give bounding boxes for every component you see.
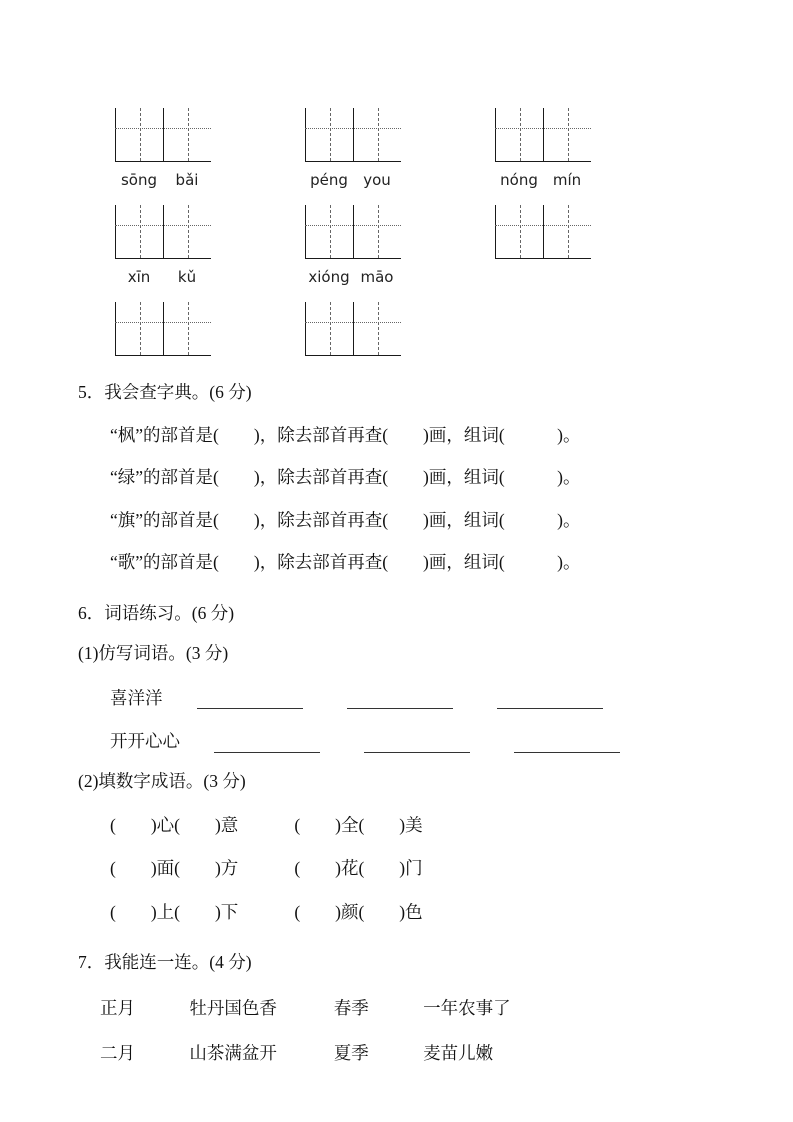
pinyin-syllable: mín	[552, 171, 582, 189]
match-description: 麦苗儿嫩	[423, 1043, 494, 1063]
writing-grid-unit	[495, 205, 591, 286]
pinyin-syllable: you	[363, 171, 391, 189]
writing-grid-unit	[305, 108, 401, 189]
pinyin-syllable: māo	[360, 268, 394, 286]
pinyin-writing-section	[0, 108, 793, 356]
writing-grid-unit	[115, 108, 211, 189]
pinyin-label	[495, 171, 591, 189]
grid-cell	[543, 108, 591, 161]
character-grid	[115, 302, 211, 356]
match-description: 一年农事了	[423, 997, 511, 1018]
grid-cell	[115, 108, 163, 161]
section-7-matching	[0, 950, 793, 1066]
idiom-left: ( )上( )下	[110, 901, 239, 922]
grid-row-2	[0, 205, 793, 286]
grid-guide-line	[115, 322, 211, 323]
grid-cell	[495, 205, 543, 258]
grid-guide-line	[305, 322, 401, 323]
answer-blank	[364, 731, 470, 753]
match-row	[100, 1041, 793, 1066]
match-row	[100, 996, 793, 1021]
section-6-word-practice	[0, 601, 793, 925]
grid-guide-line	[495, 225, 591, 226]
number-idiom-line	[110, 813, 793, 838]
grid-guide-line	[495, 128, 591, 129]
pinyin-syllable: péng	[310, 171, 348, 189]
idiom-left: ( )心( )意	[110, 814, 239, 835]
section-5-dictionary	[0, 380, 793, 575]
dictionary-line-ge: “歌”的部首是( )，除去部首再查( )画，组词( )。	[110, 552, 581, 572]
grid-cell	[353, 302, 401, 355]
section-6-part1-title: (1)仿写词语。(3 分)	[78, 643, 229, 663]
grid-cell	[353, 108, 401, 161]
dictionary-line-qi: “旗”的部首是( )，除去部首再查( )画，组词( )。	[110, 509, 581, 530]
section-5-title: 5．我会查字典。(6 分)	[78, 382, 252, 402]
character-grid	[305, 205, 401, 259]
grid-cell	[305, 205, 353, 258]
grid-cell	[495, 108, 543, 161]
grid-cell	[353, 205, 401, 258]
number-idiom-line	[110, 900, 793, 925]
idiom-right: ( )花( )门	[294, 858, 423, 878]
grid-guide-line	[115, 128, 211, 129]
character-grid	[115, 205, 211, 259]
grid-cell	[163, 205, 211, 258]
writing-grid-unit	[495, 108, 591, 189]
character-grid	[495, 205, 591, 259]
dictionary-line-lv: “绿”的部首是( )，除去部首再查( )画，组词( )。	[110, 467, 581, 487]
match-season: 夏季	[333, 1043, 369, 1063]
answer-blank	[197, 687, 303, 709]
section-6-title: 6．词语练习。(6 分)	[78, 602, 235, 623]
writing-grid-unit	[305, 302, 401, 356]
imitate-words-line	[110, 687, 793, 710]
character-grid	[305, 108, 401, 162]
match-season: 春季	[333, 997, 369, 1018]
pinyin-label	[115, 268, 211, 286]
pinyin-label	[115, 171, 211, 189]
writing-grid-unit	[115, 302, 211, 356]
grid-cell	[543, 205, 591, 258]
word-prompt: 喜洋洋	[110, 687, 163, 708]
section-7-title: 7．我能连一连。(4 分)	[78, 952, 252, 972]
answer-blank	[497, 687, 603, 709]
grid-guide-line	[115, 225, 211, 226]
number-idiom-line	[110, 856, 793, 881]
section-6-part2-title: (2)填数字成语。(3 分)	[78, 771, 246, 791]
grid-cell	[163, 302, 211, 355]
writing-grid-unit	[305, 205, 401, 286]
pinyin-syllable: kǔ	[177, 268, 197, 286]
grid-guide-line	[305, 128, 401, 129]
character-grid	[305, 302, 401, 356]
pinyin-syllable: bǎi	[175, 171, 199, 189]
match-month: 正月	[100, 997, 135, 1018]
answer-blank	[214, 731, 320, 753]
grid-row-3	[0, 302, 793, 356]
pinyin-syllable: xióng	[308, 268, 350, 286]
character-grid	[115, 108, 211, 162]
character-grid	[495, 108, 591, 162]
imitate-words-line	[110, 730, 793, 753]
pinyin-syllable: sōng	[120, 171, 158, 189]
grid-cell	[115, 302, 163, 355]
grid-guide-line	[305, 225, 401, 226]
grid-cell	[305, 302, 353, 355]
match-month: 二月	[100, 1043, 135, 1063]
grid-row-1	[0, 108, 793, 189]
word-prompt: 开开心心	[110, 731, 180, 752]
answer-blank	[347, 687, 453, 709]
answer-blank	[514, 731, 620, 753]
pinyin-label	[305, 171, 401, 189]
dictionary-line-feng: “枫”的部首是( )，除去部首再查( )画，组词( )。	[110, 424, 581, 445]
grid-cell	[163, 108, 211, 161]
match-phrase: 牡丹国色香	[189, 997, 277, 1018]
pinyin-syllable: nóng	[500, 171, 538, 189]
grid-cell	[115, 205, 163, 258]
idiom-left: ( )面( )方	[110, 858, 239, 878]
idiom-right: ( )全( )美	[294, 814, 423, 835]
pinyin-label	[305, 268, 401, 286]
writing-grid-unit	[115, 205, 211, 286]
match-phrase: 山茶满盆开	[189, 1043, 277, 1063]
grid-cell	[305, 108, 353, 161]
pinyin-syllable: xīn	[127, 268, 151, 286]
idiom-right: ( )颜( )色	[294, 901, 423, 922]
